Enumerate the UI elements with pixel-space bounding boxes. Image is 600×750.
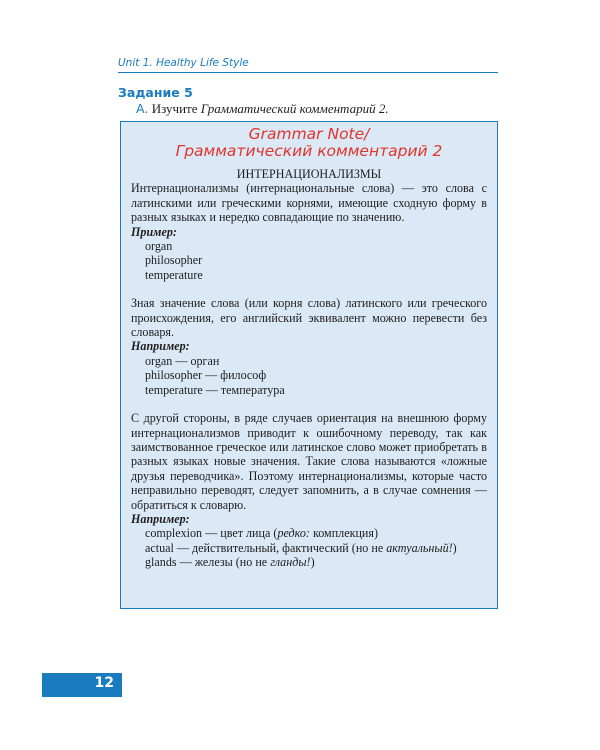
task-instruction-italic: Грамматический комментарий 2. — [200, 101, 389, 116]
header-rule — [118, 72, 498, 73]
example3-italic: актуальный! — [386, 540, 453, 555]
grammar-note-title-ru: Грамматический комментарий 2 — [175, 142, 443, 160]
second-paragraph: Зная значение слова (или корня слова) латинского или греческого происхождения, его английский эквивалент можно перевести без словаря. — [131, 296, 487, 340]
example3-italic: гланды! — [270, 555, 311, 570]
grammar-note-title-en: Grammar Note/ — [248, 125, 370, 143]
unit-header: Unit 1. Healthy Life Style — [118, 57, 249, 69]
intro-paragraph: Интернационализмы (интернациональные слова) — это слова с латинскими или греческими корнями, имеющие сходную форму в разных языках и нередко совпадающие по значению. — [131, 181, 487, 225]
task-instruction-text: Изучите — [151, 101, 198, 116]
example3-item-actual — [131, 541, 487, 555]
example1-item: temperature — [145, 267, 203, 282]
example3-label: Например: — [131, 511, 190, 526]
grammar-note-box — [120, 121, 498, 609]
example2-item: temperature — температура — [145, 382, 285, 397]
task-title: Задание 5 — [118, 85, 193, 100]
example3-text: ) — [452, 540, 457, 555]
example2-item: philosopher — философ — [145, 368, 267, 383]
example1-item: philosopher — [145, 253, 203, 268]
task-instruction — [136, 101, 389, 117]
example3-text: комплекция) — [309, 526, 378, 541]
grammar-note-title — [131, 126, 487, 160]
example3-italic: редко: — [277, 526, 310, 541]
example3-item-glands — [131, 555, 487, 569]
example2-item: organ — орган — [145, 353, 220, 368]
example2-label: Например: — [131, 339, 190, 354]
page-number-tab — [42, 673, 122, 697]
example1-label: Пример: — [131, 224, 177, 239]
page-number: 12 — [94, 675, 114, 691]
example3-item-complexion — [131, 526, 487, 540]
task-letter: А. — [136, 101, 149, 116]
example3-text: ) — [310, 555, 315, 570]
third-paragraph: С другой стороны, в ряде случаев ориентация на внешнюю форму интернационализмов приводит к ошибочному переводу, так как заимствованное греческое или латинское слово может приобретать в разных языках новые значения. Такие слова называются «ложные друзья переводчика». Поэтому интернационализмы, которые часто неправильно переводят, следует запомнить, а в случае сомнения — обратиться к словарю. — [131, 411, 487, 512]
example3-text: glands — железы (но не — [145, 555, 271, 570]
example1-item: organ — [145, 239, 173, 254]
section-heading: ИНТЕРНАЦИОНАЛИЗМЫ — [236, 167, 382, 181]
example3-text: complexion — цвет лица ( — [145, 526, 278, 541]
example3-text: actual — действительный, фактический (но не — [145, 540, 387, 555]
